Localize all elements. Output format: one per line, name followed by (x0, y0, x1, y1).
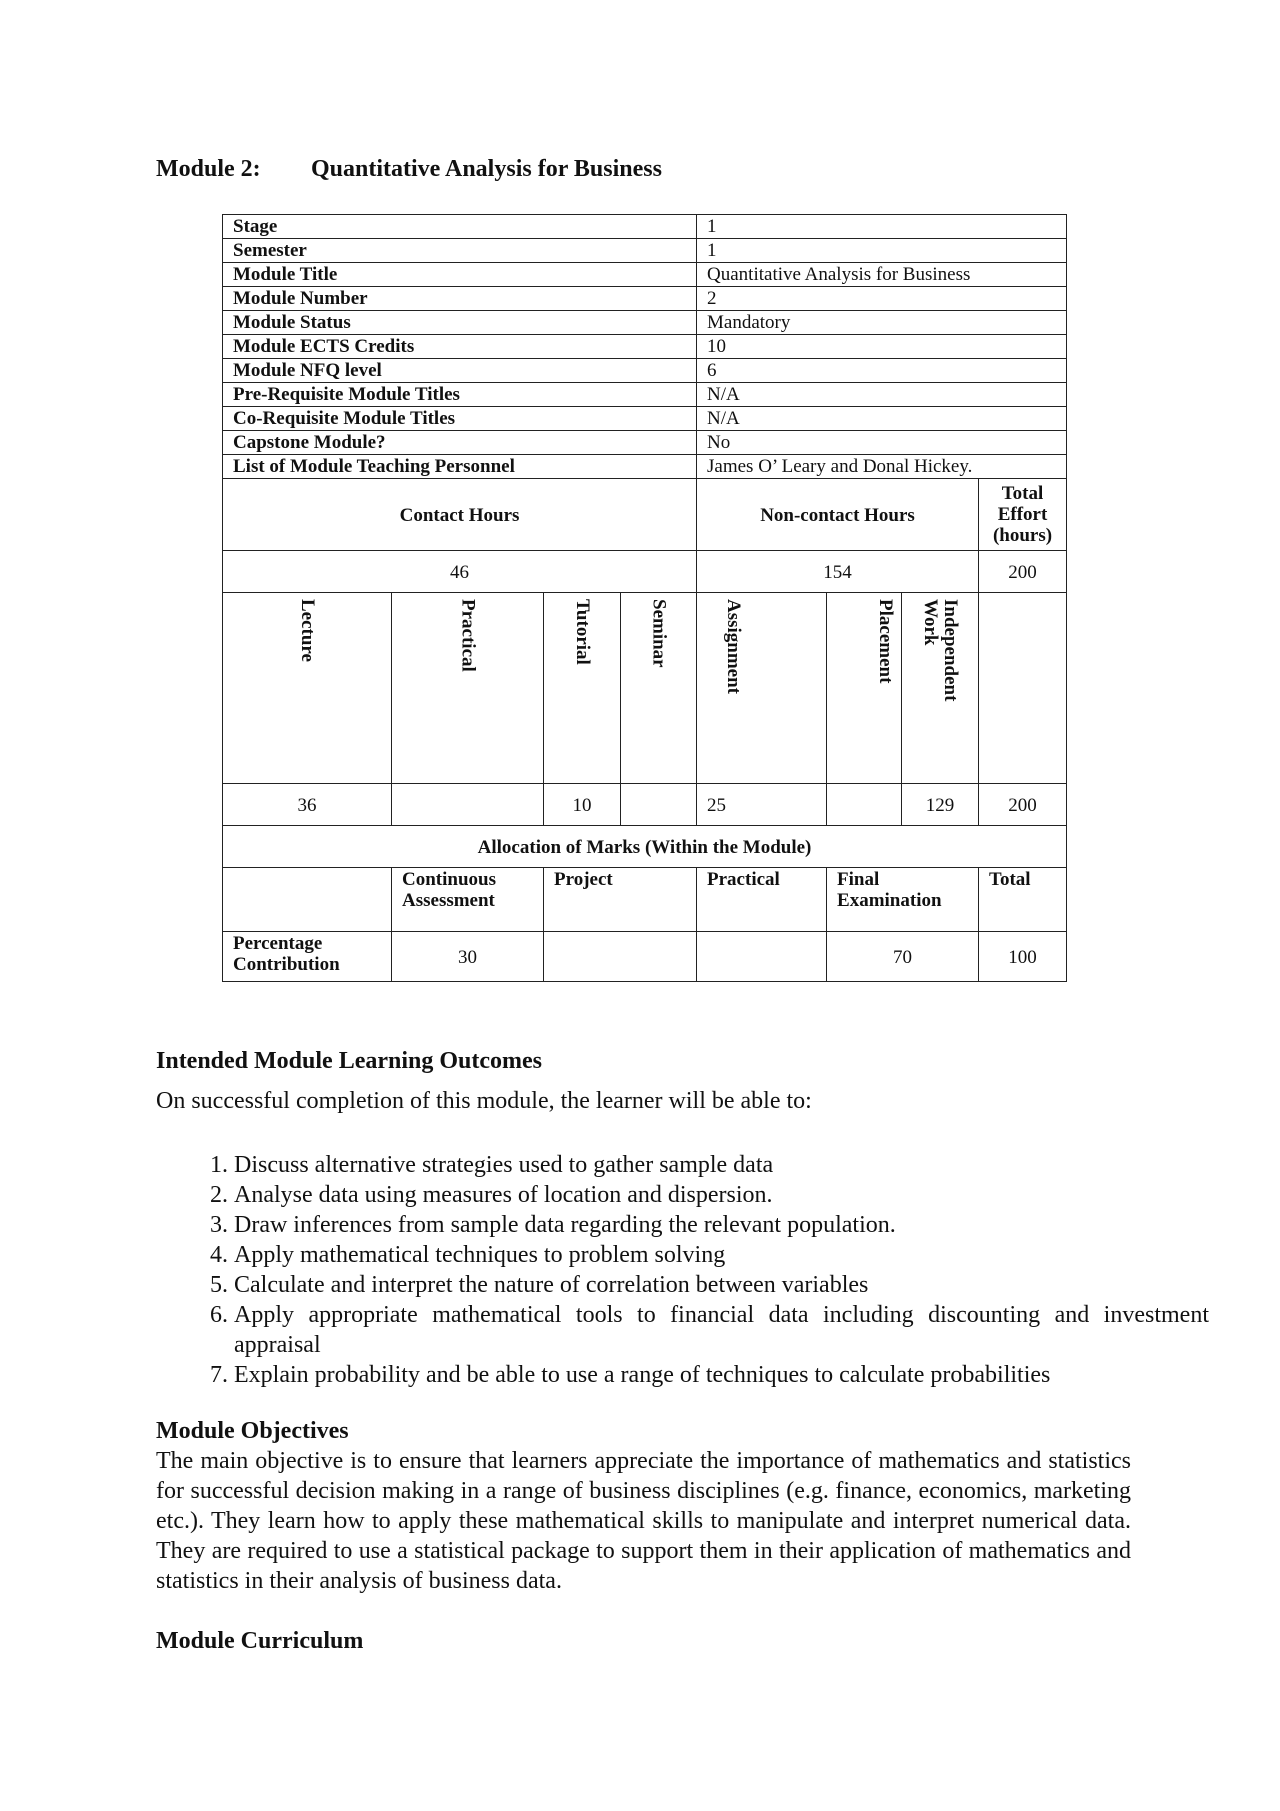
tutorial-hours: 10 (544, 784, 621, 826)
learning-outcomes-heading: Intended Module Learning Outcomes (156, 1048, 543, 1074)
info-value: N/A (697, 383, 1067, 407)
marks-header-row (223, 868, 1067, 932)
info-row (223, 431, 1067, 455)
placement-hours (827, 784, 902, 826)
continuous-assessment-header: Continuous Assessment (392, 868, 544, 932)
info-value: 2 (697, 287, 1067, 311)
marks-values-row (223, 932, 1067, 982)
info-value: Quantitative Analysis for Business (697, 263, 1067, 287)
info-row (223, 239, 1067, 263)
info-key: List of Module Teaching Personnel (223, 455, 697, 479)
page-title (156, 156, 662, 183)
list-item: 2. Analyse data using measures of location and dispersion. (234, 1180, 1209, 1210)
lecture-label-cell (223, 593, 392, 784)
info-key: Pre-Requisite Module Titles (223, 383, 697, 407)
tutorial-label: Tutorial (572, 599, 593, 665)
info-key: Semester (223, 239, 697, 263)
info-key: Module Number (223, 287, 697, 311)
seminar-label: Seminar (648, 599, 670, 668)
assignment-label-cell (697, 593, 827, 784)
info-row (223, 263, 1067, 287)
info-value: 6 (697, 359, 1067, 383)
info-key: Module ECTS Credits (223, 335, 697, 359)
info-value: No (697, 431, 1067, 455)
info-value: 1 (697, 239, 1067, 263)
independent-label-cell (902, 593, 979, 784)
final-examination-value: 70 (827, 932, 979, 982)
info-row (223, 311, 1067, 335)
project-value (544, 932, 697, 982)
marks-heading-row (223, 826, 1067, 868)
info-row (223, 215, 1067, 239)
total-effort-header: Total Effort (hours) (979, 479, 1067, 551)
practical-value (697, 932, 827, 982)
contact-hours-total: 46 (223, 551, 697, 593)
marks-total-header: Total (979, 868, 1067, 932)
seminar-label-cell (621, 593, 697, 784)
curriculum-heading: Module Curriculum (156, 1628, 364, 1654)
continuous-assessment-value: 30 (392, 932, 544, 982)
percentage-contribution-label: Percentage Contribution (223, 932, 392, 982)
info-row (223, 359, 1067, 383)
project-header: Project (544, 868, 697, 932)
independent-work-hours: 129 (902, 784, 979, 826)
assignment-hours: 25 (697, 784, 827, 826)
marks-heading: Allocation of Marks (Within the Module) (223, 826, 1067, 868)
lecture-label: Lecture (297, 599, 318, 662)
info-value: 10 (697, 335, 1067, 359)
assignment-label: Assignment (723, 599, 745, 695)
hours-header-row (223, 479, 1067, 551)
hours-values-row (223, 784, 1067, 826)
info-row (223, 287, 1067, 311)
practical-hours (392, 784, 544, 826)
placement-label-cell (827, 593, 902, 784)
learning-outcomes-intro: On successful completion of this module, the learner will be able to: (156, 1088, 812, 1114)
info-value: Mandatory (697, 311, 1067, 335)
info-row (223, 383, 1067, 407)
info-row (223, 407, 1067, 431)
list-item: 5. Calculate and interpret the nature of correlation between variables (234, 1270, 1209, 1300)
info-value: 1 (697, 215, 1067, 239)
list-item: 7. Explain probability and be able to use a range of techniques to calculate probabilities (234, 1360, 1209, 1390)
contact-hours-header: Contact Hours (223, 479, 697, 551)
learning-outcomes-list (156, 1150, 1209, 1390)
module-title-heading: Quantitative Analysis for Business (311, 156, 662, 182)
info-value: James O’ Leary and Donal Hickey. (697, 455, 1067, 479)
effort-total: 200 (979, 551, 1067, 593)
info-key: Capstone Module? (223, 431, 697, 455)
objectives-heading: Module Objectives (156, 1418, 349, 1444)
noncontact-hours-header: Non-contact Hours (697, 479, 979, 551)
objectives-text: The main objective is to ensure that learners appreciate the importance of mathematics and statistics for successful decision making in a range of business disciplines (e.g. finance, economics, marketing etc.). They learn how to apply these mathematical skills to manipulate and interpret numerical data. They are required to use a statistical package to support them in their application of mathematics and statistics in their analysis of business data. (156, 1448, 1131, 1594)
info-key: Stage (223, 215, 697, 239)
noncontact-hours-total: 154 (697, 551, 979, 593)
hours-totals-row (223, 551, 1067, 593)
marks-total-value: 100 (979, 932, 1067, 982)
info-value: N/A (697, 407, 1067, 431)
list-item: 1. Discuss alternative strategies used to gather sample data (234, 1150, 1209, 1180)
placement-label: Placement (875, 599, 897, 684)
final-examination-header: Final Examination (827, 868, 979, 932)
info-key: Co-Requisite Module Titles (223, 407, 697, 431)
info-key: Module NFQ level (223, 359, 697, 383)
practical-label: Practical (457, 599, 479, 672)
independent-work-label: Independent Work (920, 599, 962, 702)
module-info-table (222, 214, 1067, 982)
lecture-hours: 36 (223, 784, 392, 826)
total-hours: 200 (979, 784, 1067, 826)
module-number-label: Module 2: (156, 156, 261, 182)
info-row (223, 455, 1067, 479)
practical-header: Practical (697, 868, 827, 932)
info-key: Module Title (223, 263, 697, 287)
list-item: 4. Apply mathematical techniques to problem solving (234, 1240, 1209, 1270)
practical-label-cell (392, 593, 544, 784)
marks-blank-cell (223, 868, 392, 932)
seminar-hours (621, 784, 697, 826)
info-key: Module Status (223, 311, 697, 335)
tutorial-label-cell (544, 593, 621, 784)
hours-category-row (223, 593, 1067, 784)
info-row (223, 335, 1067, 359)
list-item: 3. Draw inferences from sample data regarding the relevant population. (234, 1210, 1209, 1240)
blank-total-cell (979, 593, 1067, 784)
list-item: 6. Apply appropriate mathematical tools to financial data including discounting and investment appraisal (234, 1300, 1209, 1360)
